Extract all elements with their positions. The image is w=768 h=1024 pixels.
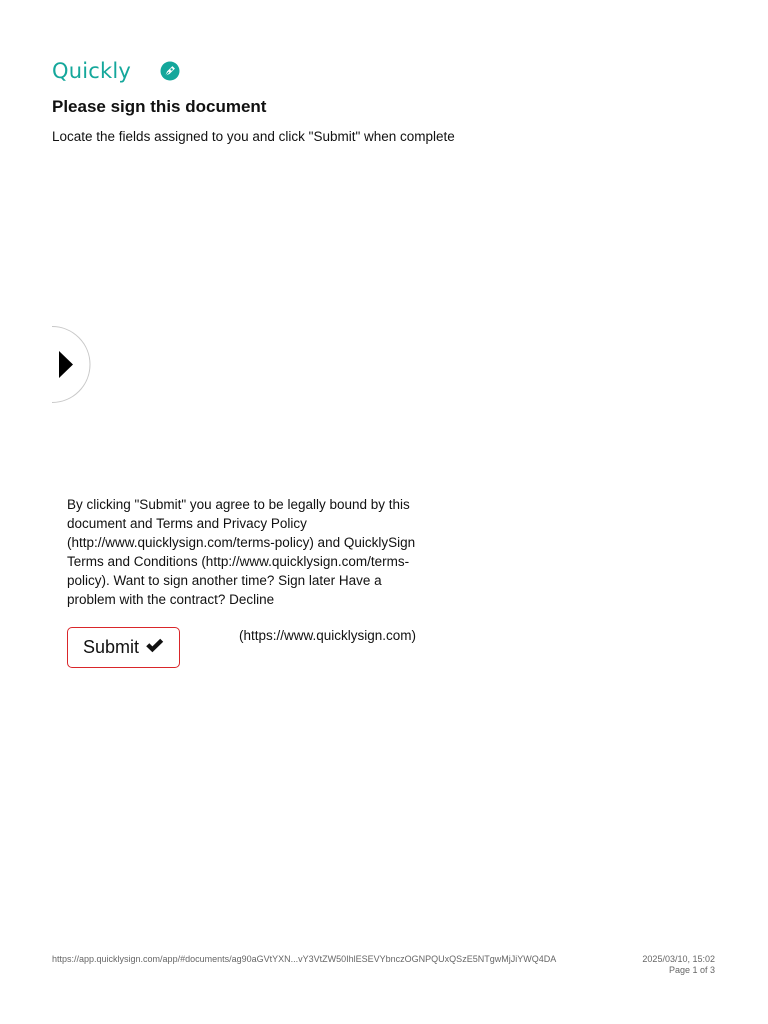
- consent-text: By clicking "Submit" you agree to be legally bound by this document and Terms and Privacy Policy (http://www.quicklysign.com/terms-policy) and QuicklySign Terms and Conditions (http://www.quicklysign.com/terms-policy). Want to sign another time? Sign later Have a problem with the contract? Decline: [67, 497, 416, 607]
- brand: [52, 56, 131, 86]
- submit-label: Submit: [82, 637, 140, 657]
- footer-meta: [642, 954, 715, 976]
- footer-url: https://app.quicklysign.com/app/#documents/ag90aGVtYXN...vY3VtZW50IhlESEVYbnczOGNPQUxQSzE5NTgwMjJiYWQ4DA: [52, 954, 557, 964]
- site-link[interactable]: (https://www.quicklysign.com): [239, 628, 417, 643]
- submit-button[interactable]: [67, 627, 180, 668]
- footer-timestamp: 2025/03/10, 15:02: [642, 954, 715, 964]
- play-arrow-icon: [52, 326, 92, 403]
- page-title: Please sign this document: [52, 97, 267, 116]
- instructions-text: Locate the fields assigned to you and click "Submit" when complete: [52, 129, 455, 144]
- footer-page-info: Page 1 of 3: [668, 965, 715, 975]
- brand-name: Quickly: [52, 59, 132, 83]
- checkmark-icon: [145, 637, 164, 658]
- pen-nib-icon: [160, 61, 180, 81]
- next-field-button[interactable]: [52, 326, 92, 403]
